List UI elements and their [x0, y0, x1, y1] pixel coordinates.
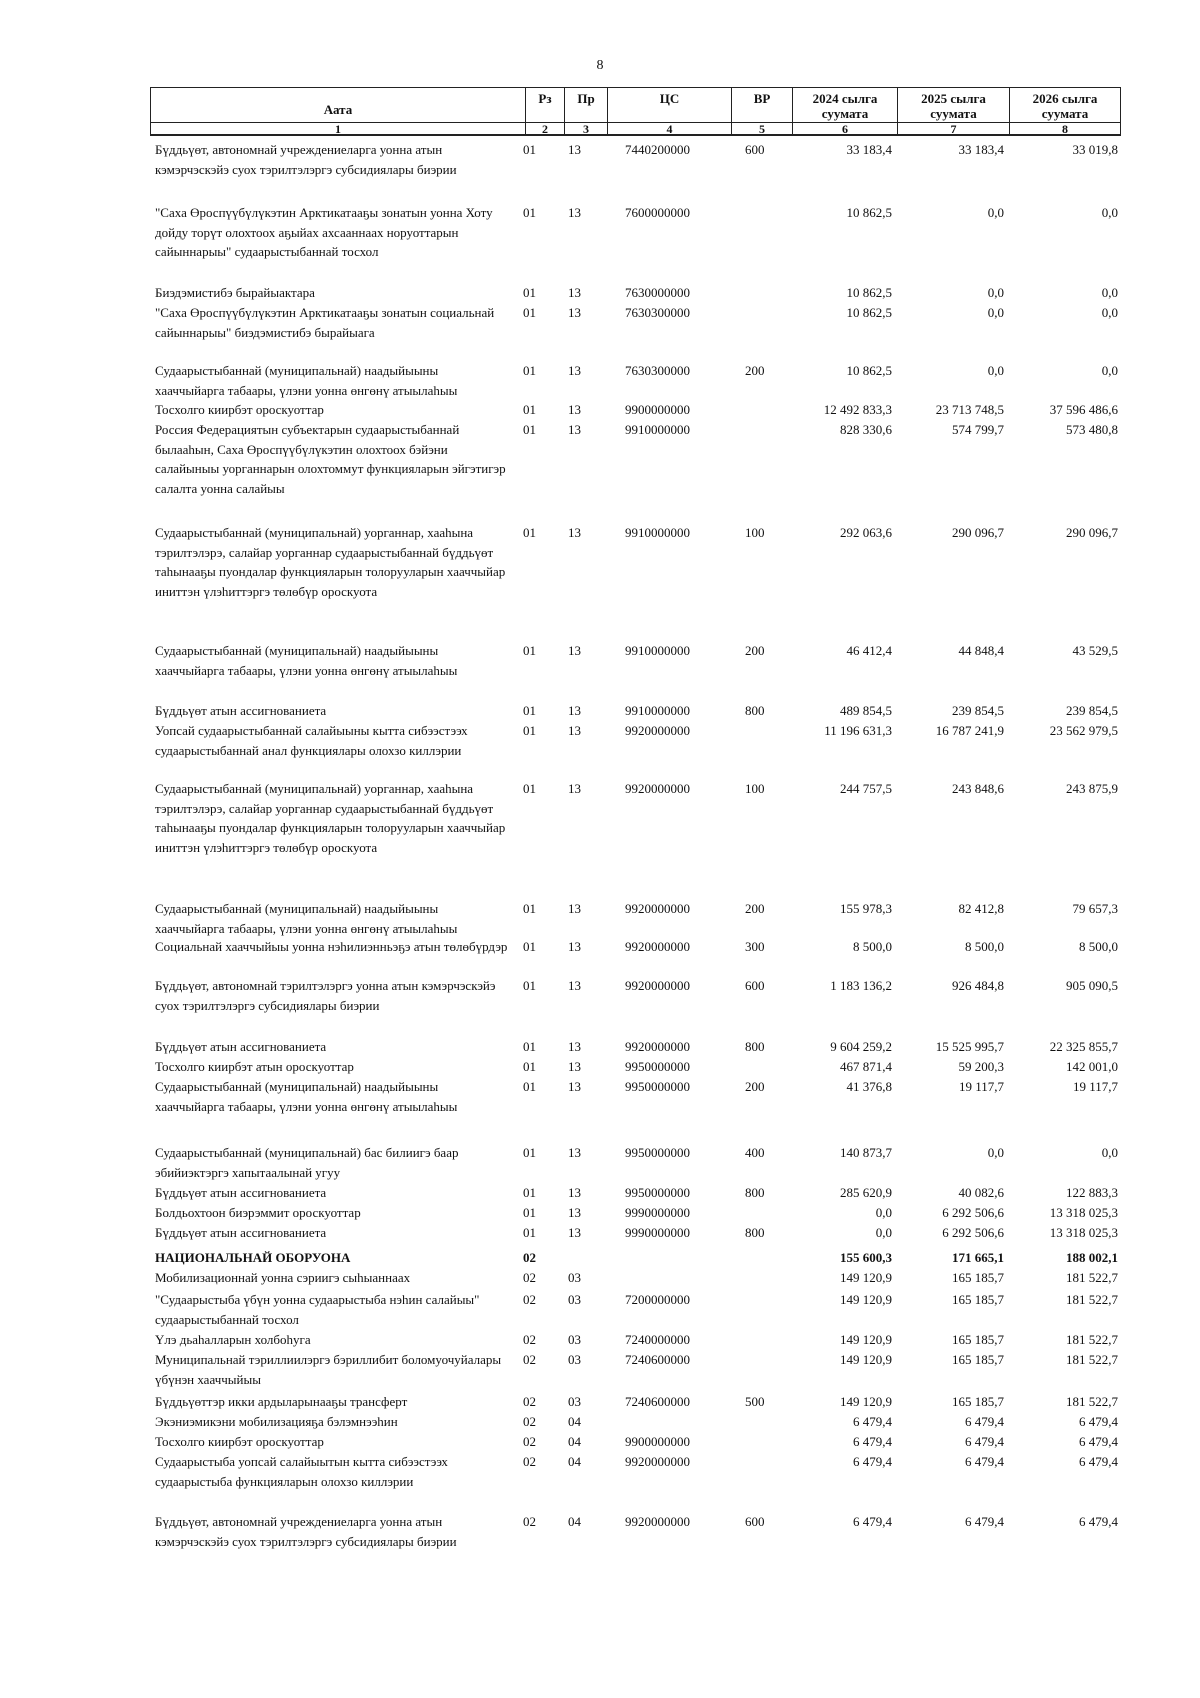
cell-y2025: 6 292 506,6: [942, 1225, 1004, 1240]
cell-name: Болдьохтоон биэрэммит ороскуоттар: [155, 1205, 361, 1220]
cell-y2025: 82 412,8: [958, 901, 1004, 916]
cell-cs: 9990000000: [625, 1225, 690, 1240]
cell-name: Судаарыстыбаннай (муниципальнай) уорганнар, хааһына тэрилтэлэрэ, салайар уорганнар судаарыстыбаннай бүддьүөт таһынааҕы пуондалар функцияларын толорууларын хааччыйар иниттэн үлэһиттэргэ төлөбүр ороскуота: [155, 525, 506, 599]
cell-y2025: 239 854,5: [952, 703, 1004, 718]
cell-cs: 7240000000: [625, 1332, 690, 1347]
cell-rz: 01: [523, 723, 536, 738]
cell-y2024: 10 862,5: [846, 205, 892, 220]
cell-pr: 13: [568, 901, 581, 916]
cell-y2025: 165 185,7: [952, 1394, 1004, 1409]
cell-y2026: 142 001,0: [1066, 1059, 1118, 1074]
column-number: 8: [1009, 122, 1121, 136]
cell-cs: 9990000000: [625, 1205, 690, 1220]
cell-name: Бүддьүөт, автономнай учреждениеларга уонна атын кэмэрчэскэйэ суох тэрилтэлэргэ субсидиялары биэрии: [155, 142, 457, 177]
cell-y2026: 181 522,7: [1066, 1394, 1118, 1409]
cell-y2025: 243 848,6: [952, 781, 1004, 796]
cell-cs: 7600000000: [625, 205, 690, 220]
cell-y2024: 11 196 631,3: [824, 723, 892, 738]
cell-y2026: 181 522,7: [1066, 1332, 1118, 1347]
cell-rz: 02: [523, 1514, 536, 1529]
cell-rz: 01: [523, 525, 536, 540]
cell-y2026: 13 318 025,3: [1049, 1205, 1118, 1220]
cell-pr: 13: [568, 1059, 581, 1074]
cell-cs: 9920000000: [625, 723, 690, 738]
cell-y2024: 149 120,9: [840, 1292, 892, 1307]
cell-y2026: 0,0: [1101, 305, 1118, 320]
cell-pr: 13: [568, 978, 581, 993]
cell-y2026: 8 500,0: [1079, 939, 1118, 954]
cell-cs: 9920000000: [625, 781, 690, 796]
cell-pr: 13: [568, 703, 581, 718]
cell-pr: 13: [568, 781, 581, 796]
cell-rz: 02: [523, 1332, 536, 1347]
cell-y2024: 8 500,0: [853, 939, 892, 954]
cell-cs: 9910000000: [625, 525, 690, 540]
cell-name: Экэниэмикэни мобилизацияҕа бэлэмнээһин: [155, 1414, 398, 1429]
column-number: 1: [150, 122, 526, 136]
cell-vr: 800: [745, 1225, 765, 1240]
cell-y2024: 149 120,9: [840, 1352, 892, 1367]
cell-y2025: 926 484,8: [952, 978, 1004, 993]
cell-vr: 200: [745, 901, 765, 916]
cell-rz: 01: [523, 901, 536, 916]
cell-y2026: 573 480,8: [1066, 422, 1118, 437]
cell-y2024: 285 620,9: [840, 1185, 892, 1200]
cell-y2026: 6 479,4: [1079, 1454, 1118, 1469]
cell-name: Мобилизационнай уонна сэриигэ сыһыаннаах: [155, 1270, 411, 1285]
cell-y2026: 181 522,7: [1066, 1270, 1118, 1285]
column-number: 5: [731, 122, 793, 136]
cell-pr: 13: [568, 285, 581, 300]
cell-cs: 9920000000: [625, 978, 690, 993]
cell-y2025: 165 185,7: [952, 1270, 1004, 1285]
column-number: 3: [564, 122, 608, 136]
cell-y2024: 0,0: [875, 1205, 892, 1220]
cell-pr: 13: [568, 1205, 581, 1220]
cell-rz: 01: [523, 1079, 536, 1094]
cell-y2024: 828 330,6: [840, 422, 892, 437]
header-pr-label: Пр: [577, 91, 595, 106]
cell-vr: 100: [745, 781, 765, 796]
cell-pr: 13: [568, 142, 581, 157]
cell-pr: 13: [568, 363, 581, 378]
cell-y2026: 0,0: [1101, 205, 1118, 220]
cell-name: Россия Федерациятын субъектарын судаарыстыбаннай былааһын, Саха Өроспүүбүлүкэтин олохтоох бэйэни салайыныы уорганнарын олохтоммут функцияларын эйгэтигэр салалта уонна салайыы: [155, 422, 506, 496]
cell-cs: 9910000000: [625, 643, 690, 658]
cell-rz: 02: [523, 1250, 536, 1265]
cell-pr: 13: [568, 1185, 581, 1200]
cell-name: Судаарыстыба уопсай салайыытын кытта сибээстээх судаарыстыба функцияларын олохзо киллэрии: [155, 1454, 448, 1489]
cell-name: Бүддьүөт атын ассигнованиета: [155, 1185, 327, 1200]
cell-name: "Саха Өроспүүбүлүкэтин Арктикатааҕы зонатын уонна Хоту дойду торүт олохтоох аҕыйах ахсааннаах норуоттарын сайыннарыы" судаарыстыбаннай тосхол: [155, 205, 493, 259]
cell-rz: 01: [523, 402, 536, 417]
cell-pr: 04: [568, 1414, 581, 1429]
cell-rz: 02: [523, 1414, 536, 1429]
cell-rz: 01: [523, 1145, 536, 1160]
cell-y2024: 155 978,3: [840, 901, 892, 916]
cell-cs: 7440200000: [625, 142, 690, 157]
cell-y2026: 905 090,5: [1066, 978, 1118, 993]
cell-rz: 01: [523, 978, 536, 993]
cell-cs: 9920000000: [625, 1514, 690, 1529]
cell-vr: 800: [745, 1185, 765, 1200]
cell-pr: 13: [568, 643, 581, 658]
cell-vr: 200: [745, 363, 765, 378]
cell-vr: 800: [745, 1039, 765, 1054]
cell-name: Үлэ дьаһалларын холбоһуга: [155, 1332, 311, 1347]
cell-name: Судаарыстыбаннай (муниципальнай) наадыйыыны хааччыйарга табаары, үлэни уонна өнгөнү атыылаһыы: [155, 1079, 458, 1114]
cell-y2025: 6 479,4: [965, 1454, 1004, 1469]
cell-vr: 600: [745, 978, 765, 993]
cell-rz: 02: [523, 1352, 536, 1367]
cell-name: Бүддьүөт атын ассигнованиета: [155, 1039, 327, 1054]
header-2025-label: 2025 сылга суумата: [921, 91, 986, 121]
cell-y2025: 8 500,0: [965, 939, 1004, 954]
header-name-label: Аата: [323, 102, 353, 117]
cell-y2025: 290 096,7: [952, 525, 1004, 540]
cell-pr: 13: [568, 939, 581, 954]
cell-y2025: 6 292 506,6: [942, 1205, 1004, 1220]
cell-y2025: 40 082,6: [958, 1185, 1004, 1200]
column-number: 7: [897, 122, 1010, 136]
cell-rz: 01: [523, 1059, 536, 1074]
cell-cs: 7630000000: [625, 285, 690, 300]
cell-cs: 7240600000: [625, 1352, 690, 1367]
cell-cs: 9900000000: [625, 402, 690, 417]
cell-rz: 01: [523, 1039, 536, 1054]
cell-name: Тосхолго киирбэт ороскуоттар: [155, 1434, 324, 1449]
cell-rz: 01: [523, 1205, 536, 1220]
cell-y2025: 15 525 995,7: [935, 1039, 1004, 1054]
cell-rz: 02: [523, 1394, 536, 1409]
cell-y2026: 0,0: [1101, 1145, 1118, 1160]
cell-y2026: 22 325 855,7: [1049, 1039, 1118, 1054]
cell-y2026: 6 479,4: [1079, 1514, 1118, 1529]
cell-pr: 04: [568, 1434, 581, 1449]
cell-cs: 7630300000: [625, 363, 690, 378]
cell-name: Социальнай хааччыйыы уонна нэһилиэнньэҕэ атын төлөбүрдэр: [155, 939, 508, 954]
cell-pr: 13: [568, 402, 581, 417]
cell-name: Бүддьүөттэр икки ардыларынааҕы трансферт: [155, 1394, 408, 1409]
cell-y2024: 6 479,4: [853, 1414, 892, 1429]
cell-cs: 9900000000: [625, 1434, 690, 1449]
cell-pr: 03: [568, 1332, 581, 1347]
cell-y2025: 33 183,4: [958, 142, 1004, 157]
header-2024-label: 2024 сылга суумата: [812, 91, 878, 121]
cell-y2024: 149 120,9: [840, 1332, 892, 1347]
cell-cs: 9910000000: [625, 703, 690, 718]
cell-y2024: 10 862,5: [846, 285, 892, 300]
cell-cs: 9950000000: [625, 1145, 690, 1160]
cell-rz: 02: [523, 1270, 536, 1285]
cell-rz: 02: [523, 1454, 536, 1469]
cell-y2024: 292 063,6: [840, 525, 892, 540]
cell-y2026: 23 562 979,5: [1049, 723, 1118, 738]
cell-pr: 13: [568, 525, 581, 540]
cell-rz: 01: [523, 1225, 536, 1240]
cell-y2025: 0,0: [987, 1145, 1004, 1160]
cell-name: Бүддьүөт, автономнай тэрилтэлэргэ уонна атын кэмэрчэскэйэ суох тэрилтэлэргэ субсидиялары биэрии: [155, 978, 496, 1013]
cell-name: Бүддьүөт атын ассигнованиета: [155, 1225, 327, 1240]
cell-y2025: 165 185,7: [952, 1332, 1004, 1347]
cell-vr: 600: [745, 142, 765, 157]
cell-y2024: 33 183,4: [846, 142, 892, 157]
cell-y2024: 149 120,9: [840, 1270, 892, 1285]
cell-y2025: 44 848,4: [958, 643, 1004, 658]
cell-y2026: 290 096,7: [1066, 525, 1118, 540]
cell-y2024: 155 600,3: [840, 1250, 892, 1265]
cell-name: Судаарыстыбаннай (муниципальнай) наадыйыыны хааччыйарга табаары, үлэни уонна өнгөнү атыылаһыы: [155, 643, 458, 678]
header-2026-label: 2026 сылга суумата: [1032, 91, 1098, 121]
cell-y2026: 6 479,4: [1079, 1434, 1118, 1449]
cell-pr: 04: [568, 1514, 581, 1529]
cell-rz: 01: [523, 305, 536, 320]
cell-vr: 200: [745, 1079, 765, 1094]
cell-y2025: 6 479,4: [965, 1514, 1004, 1529]
cell-rz: 01: [523, 939, 536, 954]
cell-name: Тосхолго киирбэт ороскуоттар: [155, 402, 324, 417]
cell-pr: 03: [568, 1352, 581, 1367]
column-number: 6: [792, 122, 898, 136]
cell-pr: 04: [568, 1454, 581, 1469]
cell-y2024: 6 479,4: [853, 1454, 892, 1469]
cell-pr: 03: [568, 1292, 581, 1307]
cell-y2026: 6 479,4: [1079, 1414, 1118, 1429]
cell-y2025: 0,0: [987, 363, 1004, 378]
cell-vr: 500: [745, 1394, 765, 1409]
header-rz-label: Рз: [538, 91, 552, 106]
cell-vr: 800: [745, 703, 765, 718]
cell-rz: 01: [523, 363, 536, 378]
cell-cs: 7630300000: [625, 305, 690, 320]
cell-y2024: 12 492 833,3: [823, 402, 892, 417]
cell-y2024: 0,0: [875, 1225, 892, 1240]
cell-y2024: 467 871,4: [840, 1059, 892, 1074]
cell-pr: 13: [568, 205, 581, 220]
cell-name: Судаарыстыбаннай (муниципальнай) уорганнар, хааһына тэрилтэлэрэ, салайар уорганнар судаарыстыбаннай бүддьүөт таһынааҕы пуондалар функцияларын толорууларын хааччыйар иниттэн үлэһиттэргэ төлөбүр ороскуота: [155, 781, 506, 855]
cell-cs: 9920000000: [625, 1454, 690, 1469]
cell-y2025: 574 799,7: [952, 422, 1004, 437]
cell-y2026: 13 318 025,3: [1049, 1225, 1118, 1240]
cell-pr: 13: [568, 422, 581, 437]
cell-y2026: 239 854,5: [1066, 703, 1118, 718]
cell-pr: 13: [568, 305, 581, 320]
cell-y2025: 6 479,4: [965, 1414, 1004, 1429]
cell-vr: 300: [745, 939, 765, 954]
cell-vr: 600: [745, 1514, 765, 1529]
cell-pr: 13: [568, 1225, 581, 1240]
cell-y2026: 79 657,3: [1072, 901, 1118, 916]
cell-y2024: 10 862,5: [846, 363, 892, 378]
cell-y2026: 43 529,5: [1072, 643, 1118, 658]
cell-cs: 9910000000: [625, 422, 690, 437]
cell-y2024: 149 120,9: [840, 1394, 892, 1409]
cell-y2026: 33 019,8: [1072, 142, 1118, 157]
cell-y2024: 244 757,5: [840, 781, 892, 796]
cell-rz: 01: [523, 142, 536, 157]
cell-rz: 01: [523, 703, 536, 718]
cell-cs: 9920000000: [625, 939, 690, 954]
column-number: 4: [607, 122, 732, 136]
cell-y2025: 165 185,7: [952, 1292, 1004, 1307]
cell-y2026: 37 596 486,6: [1049, 402, 1118, 417]
cell-y2026: 19 117,7: [1072, 1079, 1118, 1094]
cell-pr: 13: [568, 1079, 581, 1094]
cell-pr: 13: [568, 1039, 581, 1054]
cell-y2024: 1 183 136,2: [830, 978, 892, 993]
cell-y2024: 10 862,5: [846, 305, 892, 320]
cell-cs: 9950000000: [625, 1185, 690, 1200]
cell-y2025: 171 665,1: [952, 1250, 1004, 1265]
cell-y2026: 188 002,1: [1066, 1250, 1118, 1265]
cell-y2026: 122 883,3: [1066, 1185, 1118, 1200]
column-number: 2: [525, 122, 565, 136]
cell-cs: 9950000000: [625, 1079, 690, 1094]
cell-pr: 03: [568, 1394, 581, 1409]
cell-rz: 01: [523, 205, 536, 220]
cell-vr: 200: [745, 643, 765, 658]
cell-rz: 01: [523, 781, 536, 796]
cell-vr: 400: [745, 1145, 765, 1160]
cell-y2025: 23 713 748,5: [935, 402, 1004, 417]
cell-y2024: 6 479,4: [853, 1434, 892, 1449]
cell-y2025: 19 117,7: [958, 1079, 1004, 1094]
cell-cs: 9920000000: [625, 901, 690, 916]
cell-y2026: 0,0: [1101, 285, 1118, 300]
cell-y2025: 59 200,3: [958, 1059, 1004, 1074]
cell-rz: 02: [523, 1434, 536, 1449]
cell-y2024: 41 376,8: [846, 1079, 892, 1094]
cell-cs: 9920000000: [625, 1039, 690, 1054]
column-number-row: [0, 122, 1200, 136]
cell-pr: 03: [568, 1270, 581, 1285]
cell-name: Тосхолго киирбэт атын ороскуоттар: [155, 1059, 354, 1074]
cell-y2025: 16 787 241,9: [935, 723, 1004, 738]
cell-name: Судаарыстыбаннай (муниципальнай) наадыйыыны хааччыйарга табаары, үлэни уонна өнгөнү атыылаһыы: [155, 901, 458, 936]
cell-cs: 7240600000: [625, 1394, 690, 1409]
cell-name: Муниципальнай тэриллиилэргэ бэриллибит боломуочуйалары үбүнэн хааччыйыы: [155, 1352, 502, 1387]
cell-rz: 01: [523, 643, 536, 658]
cell-pr: 13: [568, 723, 581, 738]
cell-cs: 9950000000: [625, 1059, 690, 1074]
cell-rz: 02: [523, 1292, 536, 1307]
cell-y2026: 0,0: [1101, 363, 1118, 378]
cell-name: Бүддьүөт атын ассигнованиета: [155, 703, 327, 718]
cell-name: Биэдэмистибэ бырайыактара: [155, 285, 315, 300]
cell-y2024: 140 873,7: [840, 1145, 892, 1160]
header-cs-label: ЦС: [659, 91, 680, 106]
cell-rz: 01: [523, 1185, 536, 1200]
cell-rz: 01: [523, 422, 536, 437]
cell-y2024: 489 854,5: [840, 703, 892, 718]
cell-vr: 100: [745, 525, 765, 540]
cell-name: Судаарыстыбаннай (муниципальнай) наадыйыыны хааччыйарга табаары, үлэни уонна өнгөнү атыылаһыы: [155, 363, 458, 398]
cell-y2025: 0,0: [987, 285, 1004, 300]
cell-name: "Судаарыстыба үбүн уонна судаарыстыба нэһин салайыы" судаарыстыбаннай тосхол: [155, 1292, 480, 1327]
cell-rz: 01: [523, 285, 536, 300]
cell-cs: 7200000000: [625, 1292, 690, 1307]
cell-y2025: 6 479,4: [965, 1434, 1004, 1449]
cell-name: Бүддьүөт, автономнай учреждениеларга уонна атын кэмэрчэскэйэ суох тэрилтэлэргэ субсидиялары биэрии: [155, 1514, 457, 1549]
cell-pr: 13: [568, 1145, 581, 1160]
cell-name: "Саха Өроспүүбүлүкэтин Арктикатааҕы зонатын социальнай сайыннарыы" биэдэмистибэ бырайыага: [155, 305, 495, 340]
cell-name: Уопсай судаарыстыбаннай салайыыны кытта сибээстээх судаарыстыбаннай анал функциялары олохзо киллэрии: [155, 723, 468, 758]
cell-name: Судаарыстыбаннай (муниципальнай) бас билиигэ баар эбийиэктэргэ хапытаалынай угуу: [155, 1145, 459, 1180]
cell-y2026: 181 522,7: [1066, 1292, 1118, 1307]
cell-name: НАЦИОНАЛЬНАЙ ОБОРУОНА: [155, 1250, 351, 1265]
page-number: 8: [596, 58, 604, 73]
cell-y2024: 46 412,4: [846, 643, 892, 658]
cell-y2025: 165 185,7: [952, 1352, 1004, 1367]
cell-y2025: 0,0: [987, 305, 1004, 320]
cell-y2026: 243 875,9: [1066, 781, 1118, 796]
cell-y2024: 6 479,4: [853, 1514, 892, 1529]
cell-y2025: 0,0: [987, 205, 1004, 220]
cell-y2024: 9 604 259,2: [830, 1039, 892, 1054]
header-vr-label: ВР: [753, 91, 771, 106]
cell-y2026: 181 522,7: [1066, 1352, 1118, 1367]
